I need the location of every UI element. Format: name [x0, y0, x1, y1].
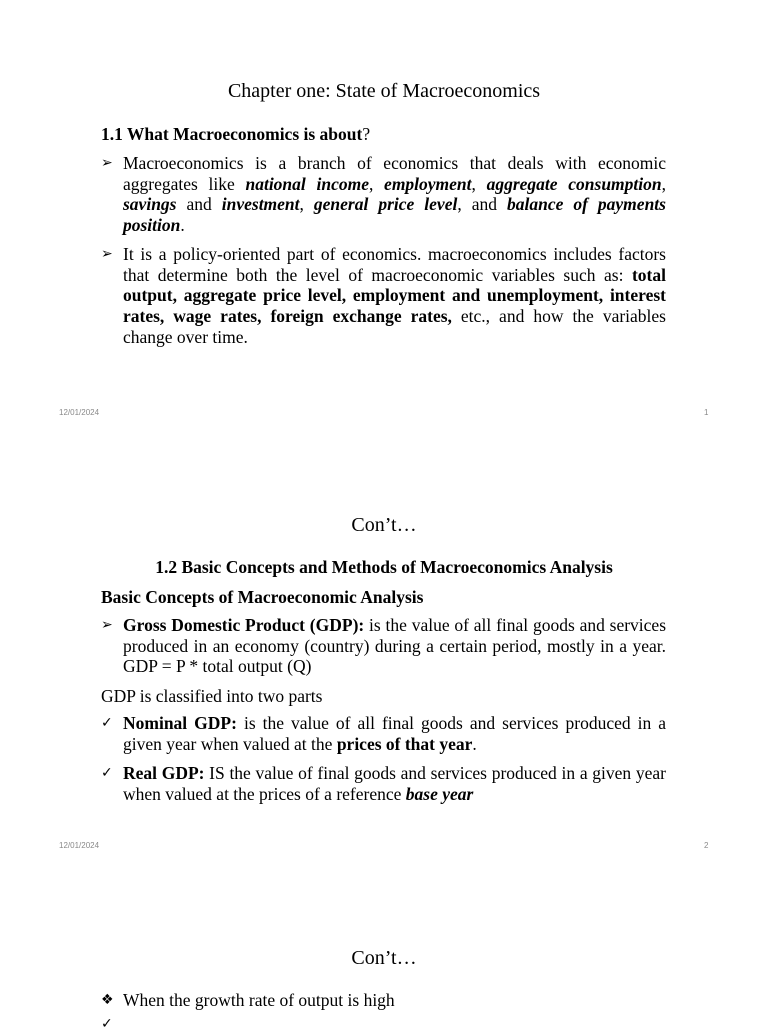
slide-2-section-heading: 1.2 Basic Concepts and Methods of Macroeconomics Analysis	[155, 557, 613, 577]
text-run: ,	[471, 173, 487, 194]
checkmark-bullet-icon: ✓	[101, 765, 113, 781]
arrow-bullet-icon: ➢	[101, 617, 113, 633]
text-run: is the value of all final goods and services produced in a given year when valued at the	[123, 713, 666, 754]
emphasis-employment: employment	[384, 173, 472, 194]
text-run: ,	[661, 173, 667, 194]
slide-2-gdp-classification: GDP is classified into two parts	[101, 686, 323, 706]
slide-2-footer-date: 12/01/2024	[59, 841, 100, 850]
section-heading-text: 1.1 What Macroeconomics is about	[101, 124, 363, 144]
emphasis-prices-of-that-year: prices of that year	[336, 733, 473, 754]
text-run: When the growth rate of output is high	[123, 990, 395, 1010]
checkmark-bullet-icon: ✓	[101, 1016, 113, 1032]
slide-2-subheading: Basic Concepts of Macroeconomic Analysis	[101, 587, 424, 607]
text-run: is the value of all final goods and services produced in an economy (country) during a certain period, mostly in a year. GDP = P * total output (Q)	[123, 615, 667, 677]
text-run: etc., and how the variables change over time.	[123, 306, 666, 347]
text-run: .	[180, 215, 185, 236]
term-nominal-gdp: Nominal GDP:	[123, 713, 237, 733]
text-run: and	[176, 194, 222, 215]
term-real-gdp: Real GDP:	[123, 763, 205, 783]
slide-3-title: Con’t…	[351, 947, 417, 969]
slide-1-footer-page-number: 1	[704, 408, 709, 417]
emphasis-variables-list: total output, aggregate price level, employment and unemployment, interest rates, wage rates, foreign exchange rates,	[123, 264, 666, 327]
arrow-bullet-icon: ➢	[101, 246, 113, 262]
text-run: , and	[457, 194, 507, 215]
slide-1-footer-date: 12/01/2024	[59, 408, 100, 417]
diamond-bullet-icon: ❖	[101, 992, 114, 1008]
text-run: ,	[299, 194, 314, 215]
text-run: IS the value of final goods and services produced in a given year when valued at the prices of a reference	[123, 763, 666, 804]
checkmark-bullet-icon: ✓	[101, 715, 113, 731]
emphasis-general-price-level: general price level	[313, 194, 458, 215]
arrow-bullet-icon: ➢	[101, 155, 113, 171]
emphasis-base-year: base year	[405, 783, 474, 804]
emphasis-investment: investment	[221, 194, 300, 215]
term-gdp: Gross Domestic Product (GDP):	[123, 615, 365, 635]
section-heading-question-mark: ?	[362, 124, 371, 144]
text-run: .	[472, 733, 477, 754]
slide-2-title: Con’t…	[351, 514, 417, 536]
emphasis-savings: savings	[123, 194, 177, 215]
emphasis-balance-of-payments: balance of payments position	[123, 194, 666, 236]
bullet-text	[123, 990, 666, 1011]
text-run: Macroeconomics is a branch of economics that deals with economic aggregates like	[123, 153, 666, 194]
emphasis-national-income: national income	[245, 173, 369, 194]
emphasis-aggregate-consumption: aggregate consumption	[486, 173, 662, 194]
slide-2-footer-page-number: 2	[704, 841, 709, 850]
text-run: It is a policy-oriented part of economics. macroeconomics includes factors that determine both the level of macroeconomic variables such as:	[123, 244, 666, 285]
text-run: ,	[368, 173, 385, 194]
slide-1-title: Chapter one: State of Macroeconomics	[227, 80, 541, 102]
slide-3-bullet-growth-rate	[101, 990, 666, 1011]
